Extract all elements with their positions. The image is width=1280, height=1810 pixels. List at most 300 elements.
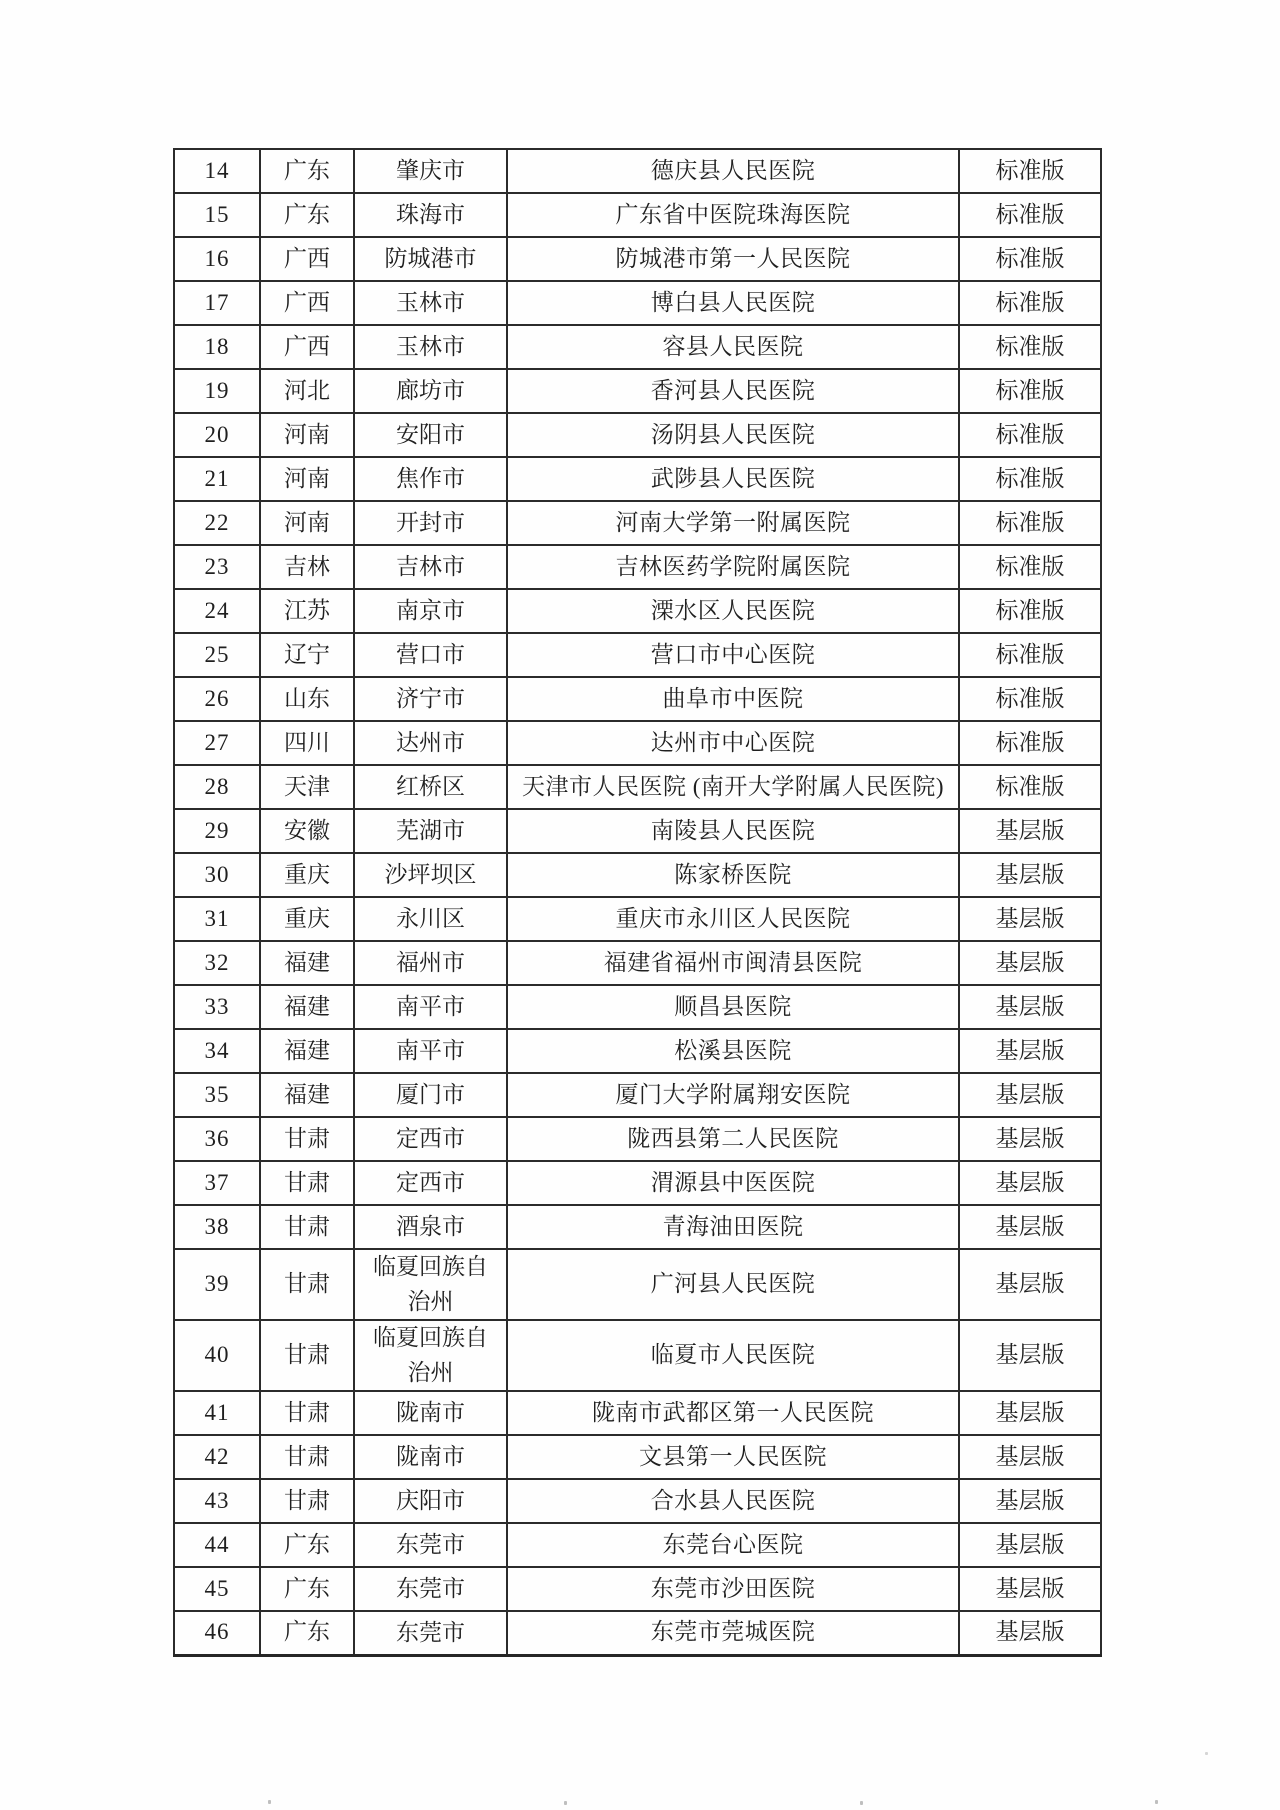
version-cell [959,325,1101,369]
province-cell-text: 甘肃 [284,1125,330,1151]
province-cell [260,193,354,237]
city-cell-text: 东莞市 [396,1531,465,1557]
province-cell [260,809,354,853]
city-cell [354,1523,507,1567]
city-cell [354,193,507,237]
version-cell [959,369,1101,413]
row-number-cell [174,281,260,325]
province-cell [260,457,354,501]
province-cell [260,369,354,413]
hospital-name-cell [507,1611,959,1655]
hospital-name-cell [507,677,959,721]
city-cell [354,457,507,501]
city-cell-text: 珠海市 [396,201,465,227]
row-number-cell-text: 25 [204,641,230,667]
hospital-name-cell-text: 曲阜市中医院 [662,685,804,711]
hospital-name-cell-text: 东莞台心医院 [662,1531,804,1557]
city-cell [354,633,507,677]
city-cell [354,1611,507,1655]
province-cell [260,1073,354,1117]
row-number-cell-text: 32 [204,949,230,975]
version-cell-text: 基层版 [995,1575,1065,1601]
province-cell-text: 广东 [284,1575,330,1601]
table-row [174,1523,1101,1567]
city-cell-text: 肇庆市 [396,157,465,183]
hospital-name-cell-text: 福建省福州市闽清县医院 [603,949,863,975]
city-cell [354,1320,507,1391]
version-cell [959,809,1101,853]
table-row [174,1117,1101,1161]
province-cell-text: 福建 [284,1081,330,1107]
row-number-cell [174,721,260,765]
city-cell [354,721,507,765]
version-cell-text: 基层版 [995,1487,1065,1513]
table-row [174,765,1101,809]
province-cell-text: 河南 [284,509,330,535]
hospital-name-cell [507,1479,959,1523]
hospital-name-cell [507,897,959,941]
version-cell-text: 基层版 [995,1271,1065,1297]
city-cell-text: 南平市 [396,1037,465,1063]
city-cell [354,765,507,809]
hospital-name-cell-text: 陈家桥医院 [674,861,792,887]
hospital-name-cell-text: 顺昌县医院 [674,993,792,1019]
province-cell [260,1523,354,1567]
table-row [174,369,1101,413]
row-number-cell [174,853,260,897]
version-cell-text: 基层版 [995,1213,1065,1239]
hospital-name-cell-text: 临夏市人民医院 [650,1342,816,1368]
version-cell [959,721,1101,765]
row-number-cell-text: 17 [204,289,230,315]
row-number-cell [174,589,260,633]
province-cell [260,1029,354,1073]
table-row [174,193,1101,237]
city-cell-text: 厦门市 [396,1081,465,1107]
row-number-cell [174,457,260,501]
version-cell-text: 标准版 [995,509,1065,535]
city-cell-text: 红桥区 [396,773,465,799]
version-cell-text: 基层版 [995,949,1065,975]
version-cell [959,413,1101,457]
city-cell [354,1435,507,1479]
hospital-name-cell [507,809,959,853]
row-number-cell [174,1073,260,1117]
hospital-name-cell-text: 吉林医药学院附属医院 [615,553,851,579]
province-cell [260,237,354,281]
city-cell-text: 吉林市 [396,553,465,579]
row-number-cell [174,1161,260,1205]
province-cell-text: 山东 [284,685,330,711]
row-number-cell-text: 40 [204,1342,230,1368]
version-cell [959,1523,1101,1567]
row-number-cell-text: 29 [204,817,230,843]
table-row [174,589,1101,633]
hospital-name-cell-text: 松溪县医院 [674,1037,792,1063]
province-cell [260,149,354,193]
city-cell-text: 芜湖市 [396,817,465,843]
row-number-cell [174,897,260,941]
table-row [174,1205,1101,1249]
row-number-cell-text: 27 [204,729,230,755]
version-cell [959,1435,1101,1479]
row-number-cell [174,325,260,369]
hospital-name-cell [507,765,959,809]
hospital-name-cell [507,1435,959,1479]
hospital-name-cell-text: 香河县人民医院 [650,377,816,403]
city-cell [354,1205,507,1249]
city-cell [354,1161,507,1205]
province-cell [260,545,354,589]
version-cell [959,765,1101,809]
city-cell-text: 达州市 [396,729,465,755]
hospital-name-cell [507,589,959,633]
hospital-roster-table [173,148,1102,1657]
province-cell-text: 河北 [284,377,330,403]
version-cell-text: 标准版 [995,685,1065,711]
version-cell [959,501,1101,545]
province-cell-text: 天津 [284,773,330,799]
hospital-roster-body [174,149,1101,1655]
row-number-cell [174,1567,260,1611]
hospital-name-cell [507,545,959,589]
row-number-cell-text: 35 [204,1081,230,1107]
city-cell-text: 庆阳市 [396,1487,465,1513]
province-cell-text: 福建 [284,993,330,1019]
table-row [174,281,1101,325]
row-number-cell-text: 26 [204,685,230,711]
version-cell-text: 基层版 [995,861,1065,887]
hospital-name-cell [507,721,959,765]
version-cell-text: 标准版 [995,729,1065,755]
row-number-cell [174,809,260,853]
version-cell [959,633,1101,677]
row-number-cell [174,545,260,589]
row-number-cell-text: 15 [204,201,230,227]
version-cell-text: 基层版 [995,1037,1065,1063]
province-cell-text: 甘肃 [284,1271,330,1297]
city-cell-text: 福州市 [396,949,465,975]
row-number-cell-text: 38 [204,1213,230,1239]
hospital-name-cell-text: 达州市中心医院 [650,729,816,755]
province-cell [260,281,354,325]
province-cell [260,721,354,765]
province-cell [260,1567,354,1611]
row-number-cell [174,941,260,985]
province-cell [260,633,354,677]
province-cell-text: 福建 [284,1037,330,1063]
hospital-name-cell [507,853,959,897]
version-cell-text: 标准版 [995,333,1065,359]
hospital-name-cell [507,1161,959,1205]
version-cell [959,1567,1101,1611]
hospital-name-cell [507,1117,959,1161]
table-row [174,237,1101,281]
hospital-name-cell-text: 南陵县人民医院 [650,817,816,843]
row-number-cell-text: 24 [204,597,230,623]
hospital-name-cell [507,1205,959,1249]
table-row [174,1479,1101,1523]
hospital-name-cell-text: 东莞市沙田医院 [650,1575,816,1601]
version-cell-text: 基层版 [995,1342,1065,1368]
province-cell-text: 安徽 [284,817,330,843]
version-cell [959,1249,1101,1320]
city-cell-text: 临夏回族自治州 [372,1254,488,1314]
table-row [174,149,1101,193]
city-cell-text: 安阳市 [396,421,465,447]
hospital-name-cell-text: 防城港市第一人民医院 [615,245,851,271]
province-cell [260,1611,354,1655]
city-cell-text: 定西市 [396,1125,465,1151]
hospital-name-cell-text: 重庆市永川区人民医院 [615,905,851,931]
row-number-cell-text: 45 [204,1575,230,1601]
row-number-cell [174,1479,260,1523]
scan-speck [1155,1800,1158,1804]
table-row [174,457,1101,501]
table-row [174,1320,1101,1391]
row-number-cell [174,633,260,677]
province-cell [260,1205,354,1249]
province-cell [260,765,354,809]
version-cell [959,1320,1101,1391]
city-cell [354,1073,507,1117]
row-number-cell [174,1391,260,1435]
city-cell-text: 陇南市 [396,1399,465,1425]
version-cell [959,545,1101,589]
city-cell [354,677,507,721]
hospital-name-cell [507,237,959,281]
city-cell-text: 营口市 [396,641,465,667]
hospital-name-cell-text: 陇西县第二人民医院 [627,1125,839,1151]
row-number-cell-text: 18 [204,333,230,359]
province-cell [260,985,354,1029]
province-cell-text: 广东 [284,1531,330,1557]
table-row [174,1073,1101,1117]
hospital-name-cell-text: 河南大学第一附属医院 [615,509,851,535]
hospital-name-cell-text: 广河县人民医院 [650,1271,816,1297]
version-cell-text: 标准版 [995,641,1065,667]
row-number-cell-text: 21 [204,465,230,491]
row-number-cell [174,1523,260,1567]
province-cell-text: 重庆 [284,905,330,931]
version-cell-text: 基层版 [995,1619,1065,1645]
table-row [174,677,1101,721]
row-number-cell-text: 28 [204,773,230,799]
row-number-cell [174,1435,260,1479]
row-number-cell-text: 41 [204,1399,230,1425]
version-cell [959,677,1101,721]
province-cell-text: 江苏 [284,597,330,623]
hospital-name-cell [507,325,959,369]
hospital-name-cell-text: 合水县人民医院 [650,1487,816,1513]
hospital-name-cell [507,1320,959,1391]
scan-speck [1205,1752,1208,1755]
version-cell [959,941,1101,985]
row-number-cell [174,1249,260,1320]
table-row [174,941,1101,985]
hospital-name-cell [507,1391,959,1435]
hospital-name-cell-text: 青海油田医院 [662,1213,804,1239]
city-cell [354,1249,507,1320]
hospital-name-cell [507,281,959,325]
hospital-name-cell-text: 武陟县人民医院 [650,465,816,491]
version-cell-text: 基层版 [995,1169,1065,1195]
hospital-name-cell-text: 容县人民医院 [662,333,804,359]
city-cell-text: 酒泉市 [396,1213,465,1239]
table-row [174,633,1101,677]
city-cell [354,1117,507,1161]
province-cell-text: 广东 [284,201,330,227]
province-cell-text: 广西 [284,333,330,359]
table-row [174,809,1101,853]
version-cell [959,1479,1101,1523]
province-cell [260,1435,354,1479]
hospital-name-cell-text: 德庆县人民医院 [650,157,816,183]
province-cell-text: 广西 [284,245,330,271]
version-cell-text: 基层版 [995,1399,1065,1425]
row-number-cell [174,149,260,193]
province-cell-text: 甘肃 [284,1443,330,1469]
row-number-cell-text: 30 [204,861,230,887]
city-cell-text: 焦作市 [396,465,465,491]
version-cell-text: 标准版 [995,201,1065,227]
city-cell [354,1029,507,1073]
province-cell [260,897,354,941]
table-row [174,1249,1101,1320]
row-number-cell [174,765,260,809]
city-cell [354,1567,507,1611]
city-cell-text: 玉林市 [396,333,465,359]
city-cell [354,149,507,193]
province-cell [260,853,354,897]
city-cell-text: 临夏回族自治州 [372,1325,488,1385]
hospital-name-cell-text: 溧水区人民医院 [650,597,816,623]
row-number-cell [174,237,260,281]
row-number-cell-text: 42 [204,1443,230,1469]
table-row [174,985,1101,1029]
province-cell-text: 广西 [284,289,330,315]
province-cell [260,941,354,985]
city-cell-text: 南平市 [396,993,465,1019]
table-row [174,897,1101,941]
row-number-cell-text: 23 [204,553,230,579]
city-cell [354,545,507,589]
row-number-cell-text: 39 [204,1271,230,1297]
province-cell [260,501,354,545]
version-cell-text: 基层版 [995,1125,1065,1151]
scan-speck [268,1800,271,1804]
version-cell [959,897,1101,941]
row-number-cell [174,369,260,413]
hospital-name-cell-text: 广东省中医院珠海医院 [615,201,851,227]
hospital-name-cell [507,413,959,457]
province-cell [260,1391,354,1435]
hospital-name-cell [507,501,959,545]
version-cell-text: 基层版 [995,1531,1065,1557]
row-number-cell [174,501,260,545]
city-cell [354,501,507,545]
hospital-name-cell-text: 天津市人民医院 (南开大学附属人民医院) [521,773,945,799]
version-cell-text: 基层版 [995,1081,1065,1107]
hospital-name-cell-text: 汤阴县人民医院 [650,421,816,447]
row-number-cell-text: 19 [204,377,230,403]
table-row [174,1611,1101,1655]
version-cell-text: 标准版 [995,773,1065,799]
table-row [174,721,1101,765]
province-cell-text: 甘肃 [284,1399,330,1425]
version-cell [959,281,1101,325]
hospital-name-cell [507,941,959,985]
city-cell [354,853,507,897]
province-cell-text: 河南 [284,421,330,447]
row-number-cell [174,1320,260,1391]
row-number-cell-text: 20 [204,421,230,447]
version-cell-text: 标准版 [995,157,1065,183]
province-cell [260,325,354,369]
city-cell [354,589,507,633]
hospital-name-cell-text: 厦门大学附属翔安医院 [615,1081,851,1107]
version-cell-text: 基层版 [995,993,1065,1019]
row-number-cell [174,1117,260,1161]
province-cell [260,1161,354,1205]
version-cell [959,1117,1101,1161]
hospital-name-cell [507,1029,959,1073]
city-cell [354,941,507,985]
row-number-cell [174,1611,260,1655]
row-number-cell-text: 36 [204,1125,230,1151]
row-number-cell-text: 46 [204,1619,230,1645]
table-row [174,1029,1101,1073]
table-row [174,413,1101,457]
hospital-name-cell [507,1073,959,1117]
city-cell [354,897,507,941]
version-cell [959,149,1101,193]
version-cell-text: 基层版 [995,905,1065,931]
hospital-name-cell-text: 营口市中心医院 [650,641,816,667]
hospital-name-cell-text: 文县第一人民医院 [639,1443,827,1469]
city-cell-text: 防城港市 [384,245,477,271]
city-cell [354,985,507,1029]
province-cell-text: 河南 [284,465,330,491]
table-row [174,1161,1101,1205]
table-row [174,325,1101,369]
hospital-name-cell [507,369,959,413]
row-number-cell-text: 44 [204,1531,230,1557]
row-number-cell-text: 16 [204,245,230,271]
city-cell-text: 沙坪坝区 [384,861,477,887]
version-cell-text: 标准版 [995,377,1065,403]
table-row [174,1567,1101,1611]
province-cell [260,413,354,457]
row-number-cell [174,413,260,457]
city-cell-text: 玉林市 [396,289,465,315]
city-cell-text: 廊坊市 [396,377,465,403]
version-cell [959,853,1101,897]
city-cell-text: 陇南市 [396,1443,465,1469]
row-number-cell-text: 33 [204,993,230,1019]
version-cell [959,1205,1101,1249]
province-cell [260,1249,354,1320]
city-cell [354,413,507,457]
province-cell-text: 甘肃 [284,1169,330,1195]
city-cell [354,809,507,853]
table-row [174,853,1101,897]
version-cell [959,1611,1101,1655]
city-cell-text: 东莞市 [396,1575,465,1601]
hospital-name-cell-text: 陇南市武都区第一人民医院 [592,1399,874,1425]
hospital-name-cell [507,1567,959,1611]
version-cell [959,985,1101,1029]
